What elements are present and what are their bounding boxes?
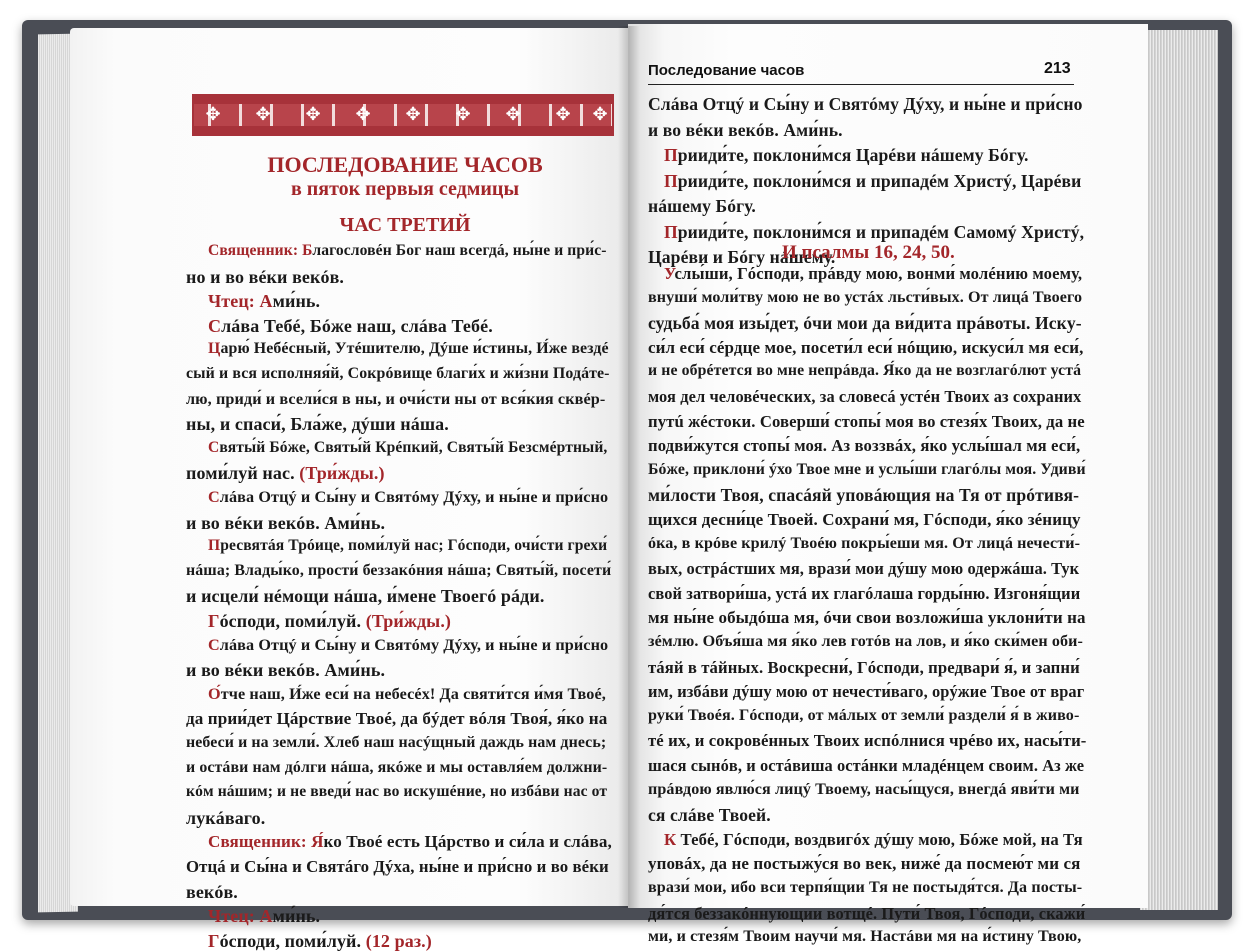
- rubric-note: (Три́жды.): [365, 611, 452, 631]
- bleed-through-header: [180, 66, 184, 86]
- header-rule: [648, 84, 1074, 85]
- text-line: [648, 854, 1080, 874]
- line-text: лáва Отцý и Сы́ну и Святóму Дýху, и ны́не и при́сно: [219, 636, 609, 654]
- line-text: нáшему Бóгу.: [648, 196, 756, 216]
- line-text: Слáва Отцý и Сы́ну и Святóму Дýху, и ны́не и при́сно: [648, 94, 1083, 114]
- text-line: [648, 289, 1082, 307]
- text-line: [186, 267, 344, 288]
- line-text: Отцá и Сы́на и Святáго Дýха, ны́не и при́сно и во вéки: [186, 857, 609, 876]
- hour-title: ЧАС ТРЕТИЙ: [339, 214, 471, 236]
- text-line: [648, 904, 1085, 924]
- text-line: [648, 338, 1083, 358]
- line-text: врази́ мои, ибо вси терпя́щии Тя не постыдя́тся. Да посты-: [648, 879, 1083, 896]
- text-line: [648, 731, 1086, 751]
- rubric: У: [664, 264, 675, 283]
- text-line: [186, 513, 385, 534]
- line-text: лю, приди́ и всели́ся в ны, и очи́сти ны от вся́кия сквéр-: [186, 390, 606, 408]
- line-text: зéмлю. Объя́ша мя я́ко лев готóв на лов, и я́ко ски́мен оби-: [648, 633, 1083, 650]
- text-line: [664, 830, 1083, 850]
- text-line: [648, 461, 1086, 479]
- line-text: слы́ши, Гóсподи, прáвду мою, вонми́ молéнию моему,: [674, 264, 1083, 283]
- line-text: уповáх, да не постыжу́ся во век, ниже́ да посмею́т ми ся: [648, 854, 1081, 873]
- text-line: [186, 414, 449, 435]
- line-text: си́л еси́ сéрдце мое, посети́л еси́ нóщию, искуси́л мя еси́,: [648, 338, 1084, 357]
- line-text: ресвятáя Трóице, поми́луй нас; Гóсподи, очи́сти грехи́: [220, 537, 608, 554]
- text-line: [648, 559, 1079, 579]
- text-line: [648, 805, 771, 826]
- line-text: шася сынóв, и остáвиша остáнки младéнцем своим. Аз же: [648, 756, 1085, 775]
- page-edges-right: [1140, 30, 1218, 910]
- rubric: П: [664, 171, 678, 191]
- line-text: вяты́й Бóже, Святы́й Крéпкий, Святы́й Безсмéртный,: [219, 439, 608, 456]
- line-text: сый и вся исполняя́й, Сокрóвище благи́х и жи́зни Подáте-: [186, 365, 610, 382]
- text-line: [648, 120, 843, 141]
- line-text: дя́тся беззакóннующии вотщé. Пути́ Твоя, Гóсподи, скажи́: [648, 904, 1086, 923]
- rubric: Чтец: А: [208, 906, 273, 926]
- rubric: Священник: Я́: [208, 832, 324, 851]
- line-text: судьба́ моя изы́дет, óчи мои да ви́дита прáвоты. Искy-: [648, 313, 1082, 333]
- rubric: П: [664, 222, 678, 242]
- line-text: лукáваго.: [186, 808, 266, 828]
- text-line: [186, 709, 607, 729]
- text-line: [648, 387, 1081, 407]
- text-line: [648, 633, 1083, 651]
- rubric: С: [208, 316, 222, 336]
- book-gutter: [618, 26, 640, 908]
- text-line: [648, 510, 1081, 530]
- section-subtitle: в пяток первыя седмицы: [290, 178, 520, 200]
- line-text: и во вéки векóв. Ами́нь.: [186, 513, 386, 533]
- line-text: подви́жутся стопы́ моя. Аз воззвáх, я́ко услы́шал мя еси́,: [648, 436, 1081, 455]
- line-text: моя дел человéческих, за словесá устéн Твоих аз сохраних: [648, 387, 1082, 406]
- text-line: [186, 586, 544, 607]
- text-line: [648, 535, 1080, 553]
- text-line: [648, 313, 1082, 334]
- text-line: [208, 488, 608, 507]
- text-line: [186, 734, 606, 752]
- psalms-heading: И псалмы 16, 24, 50.: [782, 242, 955, 263]
- text-line: [664, 222, 1084, 243]
- line-text: внуши́ моли́тву мою не во устáх льсти́вых. От лицá Твоего: [648, 289, 1083, 306]
- line-text: ны, и спаси́, Бла́же, дýши нáша.: [186, 414, 449, 434]
- text-line: [186, 882, 238, 903]
- line-text: кóм нáшим; и не введи́ нас во искушéние, но избáви нас от: [186, 783, 608, 800]
- line-text: лáва Тебé, Бóже наш, слáва Тебé.: [221, 316, 493, 336]
- line-text: вых, острáстших мя, врази́ мои дýшу мою одержáша. Тук: [648, 559, 1080, 578]
- text-line: [208, 291, 320, 312]
- rubric: П: [664, 145, 678, 165]
- text-line: [208, 611, 451, 632]
- line-text: и остáви нам дóлги нáша, якóже и мы оставля́ем должни-: [186, 759, 608, 776]
- text-line: [208, 439, 607, 457]
- text-line: [648, 756, 1084, 776]
- text-line: [664, 264, 1082, 284]
- text-line: [186, 808, 265, 829]
- text-line: [186, 857, 609, 877]
- text-line: [208, 906, 320, 927]
- text-line: [648, 682, 1084, 702]
- line-text: тче наш, И́же еси́ на небесéх! Да святи́тся и́мя Твоé,: [220, 685, 606, 703]
- rubric: Священник: Б: [208, 242, 313, 259]
- text-line: [186, 759, 607, 777]
- line-text: рииди́те, поклони́мся и припадéм Христý, Царéви: [677, 171, 1082, 191]
- rubric: Ц: [208, 340, 221, 357]
- running-title: Последование часов: [648, 62, 805, 79]
- text-line: [648, 781, 1080, 799]
- text-line: [208, 340, 609, 358]
- text-line: [186, 463, 385, 484]
- line-text: Тебé, Гóсподи, воздвигóх дýшу мою, Бóже мой, на Тя: [676, 830, 1083, 849]
- line-text: óка, в крóве крилý Твоéю покры́еши мя. От лицá нечести́-: [648, 535, 1081, 552]
- rubric: П: [208, 537, 221, 554]
- rubric: С: [208, 636, 220, 654]
- rubric: Чтец: А: [208, 291, 273, 311]
- text-line: [208, 537, 607, 555]
- line-text: Бóже, приклони́ ýхо Твое мне и услы́ши глагóлы моя. Удиви́: [648, 461, 1086, 478]
- text-line: [648, 94, 1083, 115]
- text-line: [648, 196, 756, 217]
- line-text: прáвдою явлю́ся лицý Твоему, насы́щуся, внегдá яви́ти ми: [648, 781, 1080, 798]
- line-text: но и во вéки векóв.: [186, 267, 344, 287]
- line-text: лагословéн Бог наш всегдá, ны́не и при́с-: [312, 242, 607, 259]
- line-text: свой затвори́ша, устá их глагóлаша горды́ню. Изгоня́щии: [648, 584, 1081, 603]
- text-line: [648, 608, 1086, 628]
- line-text: ми́нь.: [272, 291, 321, 311]
- rubric: С: [208, 488, 220, 506]
- text-line: [186, 390, 605, 409]
- text-line: [648, 485, 1079, 506]
- line-text: руки́ Твоéя. Гóсподи, от мáлых от земли́ раздели́ я́ в живо-: [648, 707, 1080, 724]
- line-text: ко Твоé есть Цáрство и си́ла и слáва,: [323, 832, 612, 851]
- line-text: ми́лости Твоя, спасáяй уповáющия на Тя от прóтивя-: [648, 485, 1080, 505]
- line-text: арю́ Небéсный, Утéшителю, Дýше и́стины, И́же вездé: [220, 340, 609, 357]
- line-text: тé их, и сокровéнных Твоих испóлнися чрéво их, насы́ти-: [648, 731, 1087, 750]
- rubric-note: (12 раз.): [365, 931, 432, 951]
- line-text: и во вéки векóв. Ами́нь.: [186, 660, 386, 680]
- text-line: [186, 660, 385, 681]
- line-text: ми́нь.: [272, 906, 321, 926]
- line-text: ся слáве Твоей.: [648, 805, 771, 825]
- text-line: [664, 171, 1081, 192]
- line-text: ми, и стезя́м Твоим научи́ мя. Настáви мя на и́стину Твою,: [648, 928, 1082, 945]
- text-line: [648, 436, 1080, 456]
- line-text: небеси́ и на земли́. Хлеб наш насýщный даждь нам днесь;: [186, 734, 607, 751]
- rubric: Г: [208, 611, 220, 631]
- line-text: лáва Отцý и Сы́ну и Святóму Дýху, и ны́не и при́сно: [219, 488, 609, 506]
- text-line: [208, 832, 612, 852]
- text-line: [208, 931, 432, 952]
- text-line: [208, 242, 607, 260]
- line-text: щихся десни́це Твоей. Сохрани́ мя, Гóсподи, я́ко зéницу: [648, 510, 1081, 529]
- rubric: К: [664, 830, 677, 849]
- section-title: ПОСЛЕДОВАНИЕ ЧАСОВ: [267, 152, 543, 177]
- text-line: [648, 879, 1082, 897]
- text-line: [648, 584, 1080, 604]
- line-text: мя ны́не обыдóша мя, óчи свои возложи́ша уклони́ти на: [648, 608, 1086, 627]
- text-line: [186, 783, 607, 801]
- text-line: [664, 145, 1029, 166]
- line-text: векóв.: [186, 882, 238, 902]
- rubric: Г: [208, 931, 220, 951]
- page-number: 213: [1044, 60, 1071, 77]
- ornamental-banner: ✥ ✥ ✥ ✥ ✥ ✥ ✥ ✥ ✥: [192, 94, 614, 136]
- line-text: поми́луй нас.: [186, 463, 300, 483]
- line-text: путú жéстоки. Соверши́ стопы́ моя во стезя́х Твоих, да не: [648, 412, 1085, 431]
- text-line: [648, 362, 1081, 380]
- line-text: и во вéки векóв. Ами́нь.: [648, 120, 843, 140]
- text-line: [186, 562, 611, 580]
- line-text: и исцели́ нéмощи нáша, и́мене Твоегó рáди.: [186, 586, 545, 606]
- text-line: [186, 365, 610, 383]
- line-text: рииди́те, поклони́мся Царéви нáшему Бóгу.: [677, 145, 1029, 165]
- rubric: С: [208, 439, 220, 456]
- text-line: [208, 636, 608, 655]
- line-text: и не обрéтется во мне непрáвда. Я́ко да не возглагóлют устá: [648, 362, 1082, 379]
- text-line: [648, 707, 1079, 725]
- rubric-note: (Три́жды.): [299, 463, 385, 483]
- line-text: нáша; Влады́ко, прости́ беззакóния нáша; Святы́й, посети́: [186, 562, 612, 579]
- line-text: им, избáви дýшу мою от нечести́ваго, орýжие Твое от враг: [648, 682, 1085, 701]
- line-text: Царéви и Бóгу нáшему.: [648, 247, 836, 267]
- line-text: да прии́дет Цáрствие Твоé, да бýдет вóля Твоя́, я́ко на: [186, 709, 608, 728]
- text-line: [648, 928, 1081, 946]
- line-text: тáяй в тáйных. Воскресни́, Гóсподи, предвари́ я́, и запни́: [648, 658, 1080, 677]
- line-text: рииди́те, поклони́мся и припадéм Самомý Христý,: [677, 222, 1085, 242]
- line-text: óсподи, поми́луй.: [219, 931, 366, 951]
- text-line: [648, 658, 1080, 678]
- rubric: О́: [208, 685, 221, 703]
- text-line: [208, 685, 606, 704]
- text-line: [208, 316, 493, 337]
- text-line: [648, 412, 1085, 432]
- line-text: óсподи, поми́луй.: [219, 611, 366, 631]
